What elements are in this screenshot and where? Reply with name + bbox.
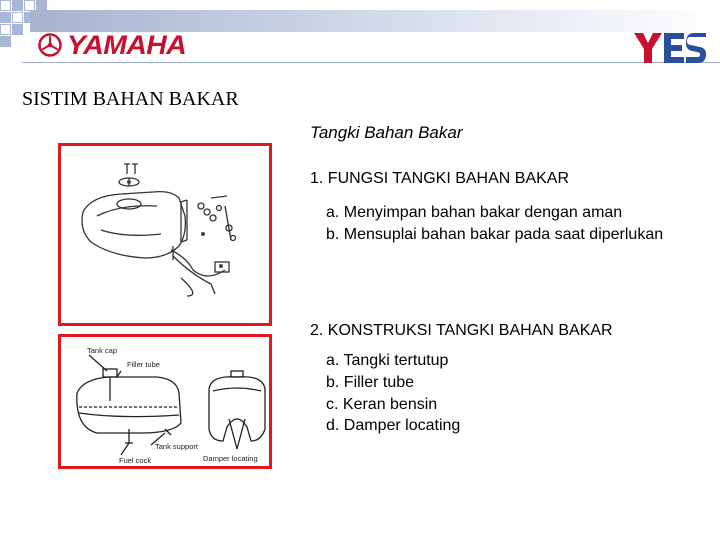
label-tank-cap: Tank cap xyxy=(87,346,118,355)
label-fuel-cock: Fuel cock xyxy=(119,456,152,465)
yes-logo-icon xyxy=(632,31,708,65)
section1-item: b. Mensuplai bahan bakar pada saat diperlukan xyxy=(326,226,664,243)
yamaha-wordmark: YAMAHA xyxy=(67,30,187,60)
section1-heading: 1. FUNGSI TANGKI BAHAN BAKAR xyxy=(310,170,570,187)
section2-item: a. Tangki tertutup xyxy=(326,352,449,369)
decor-square xyxy=(0,24,11,35)
decor-square xyxy=(12,12,23,23)
decor-square xyxy=(12,24,23,35)
label-filler-tube: Filler tube xyxy=(127,360,160,369)
section2-item: c. Keran bensin xyxy=(326,396,438,413)
decor-square xyxy=(0,12,11,23)
tank-exploded-diagram-frame xyxy=(58,143,272,326)
header-gradient-bar xyxy=(30,10,720,32)
section2-item: d. Damper locating xyxy=(326,417,461,434)
decor-square xyxy=(0,0,11,11)
label-tank-support: Tank support xyxy=(155,442,198,451)
tank-construction-diagram-frame xyxy=(58,334,272,469)
section-subtitle: Tangki Bahan Bakar xyxy=(310,123,463,142)
fuel-tank-cross-section-illustration xyxy=(61,337,269,466)
label-damper-locating: Damper locating xyxy=(203,454,258,463)
exploded-fuel-tank-illustration xyxy=(61,146,269,323)
tuning-forks-emblem-icon xyxy=(34,33,66,57)
section1-item: a. Menyimpan bahan bakar dengan aman xyxy=(326,204,623,221)
section2-item: b. Filler tube xyxy=(326,374,415,391)
decor-square xyxy=(12,0,23,11)
decor-square xyxy=(0,36,11,47)
section2-heading: 2. KONSTRUKSI TANGKI BAHAN BAKAR xyxy=(310,322,613,339)
header-divider xyxy=(22,62,720,63)
page-title: SISTIM BAHAN BAKAR xyxy=(22,88,239,110)
